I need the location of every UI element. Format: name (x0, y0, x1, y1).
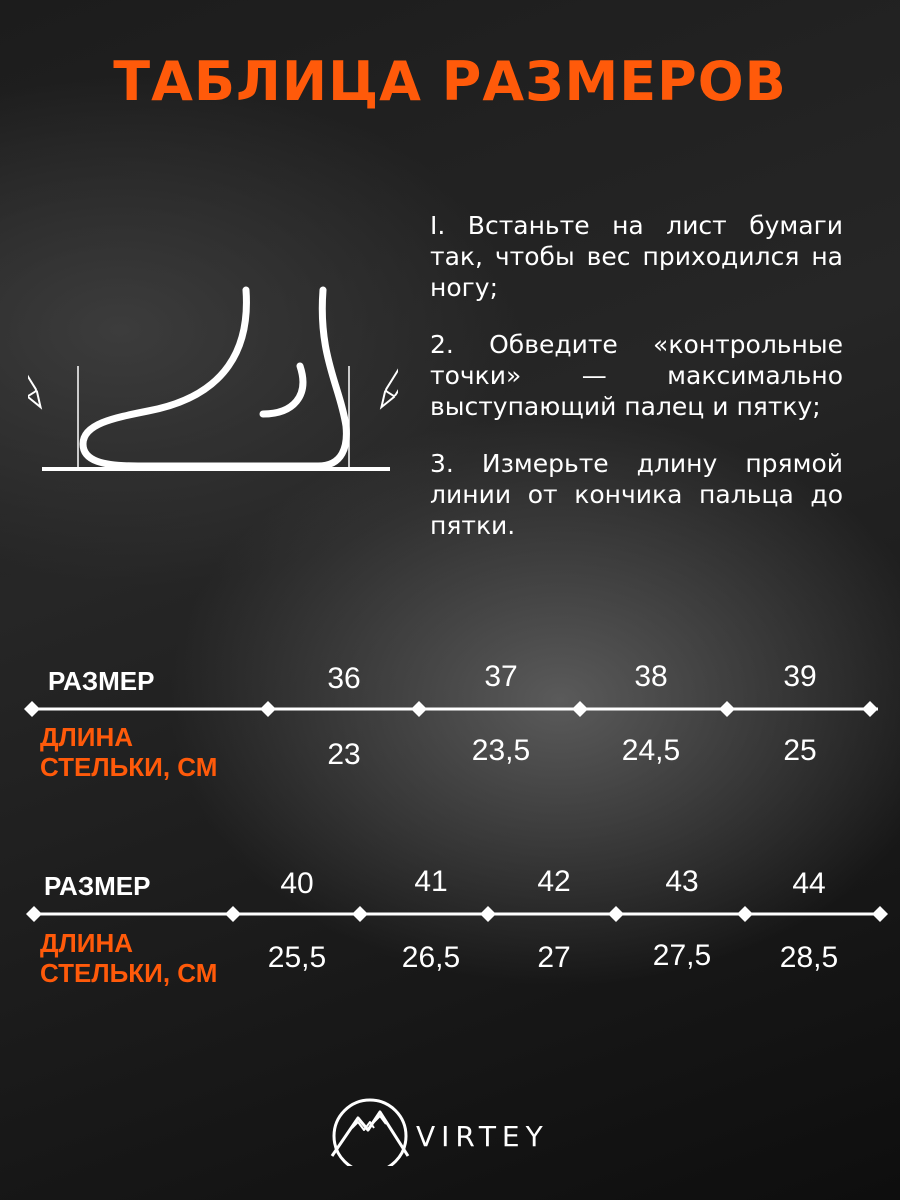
length-value: 24,5 (621, 734, 681, 767)
axis-marker (719, 701, 735, 717)
pencil-icon (28, 352, 45, 410)
page-title: ТАБЛИЦА РАЗМЕРОВ (113, 50, 787, 113)
size-value: 44 (792, 867, 826, 900)
axis-marker (608, 906, 624, 922)
length-value: 28,5 (779, 941, 839, 974)
axis-marker (24, 701, 40, 717)
axis-marker (572, 701, 588, 717)
axis-marker (411, 701, 427, 717)
axis-marker (260, 701, 276, 717)
size-value: 38 (634, 660, 668, 693)
instruction-step-2: 2. Обведите «контрольные точки» — максимально выступающий палец и пятку; (430, 330, 843, 421)
size-value: 43 (665, 865, 699, 898)
length-label (40, 928, 280, 988)
pencil-icon (377, 352, 398, 410)
length-value: 27 (537, 941, 571, 974)
axis-marker (872, 906, 888, 922)
size-axis (20, 902, 890, 926)
size-value: 36 (327, 662, 361, 695)
instructions (430, 210, 843, 567)
axis-marker (225, 906, 241, 922)
size-value: 37 (484, 660, 518, 693)
instruction-step-3: 3. Измерьте длину прямой линии от кончика пальца до пятки. (430, 449, 843, 540)
size-value: 41 (414, 865, 448, 898)
length-label-line: ДЛИНА (40, 928, 134, 958)
length-value: 27,5 (652, 939, 712, 972)
length-label (40, 722, 280, 782)
length-value: 25,5 (267, 941, 327, 974)
size-value: 42 (537, 865, 571, 898)
length-value: 26,5 (401, 941, 461, 974)
length-value: 25 (783, 734, 817, 767)
size-value: 40 (280, 867, 314, 900)
foot-outline-icon (28, 276, 398, 486)
mountain-logo-icon (328, 1018, 412, 1166)
instruction-step-1: I. Встаньте на лист бумаги так, чтобы вес приходился на ногу; (430, 211, 843, 302)
length-value: 23 (327, 738, 361, 771)
axis-marker (352, 906, 368, 922)
length-label-line: СТЕЛЬКИ, СМ (40, 752, 218, 782)
axis-marker (26, 906, 42, 922)
size-label: РАЗМЕР (44, 871, 151, 901)
brand-name: VIRTEY (416, 1120, 549, 1153)
axis-marker (480, 906, 496, 922)
axis-marker (737, 906, 753, 922)
length-label-line: СТЕЛЬКИ, СМ (40, 958, 218, 988)
size-label: РАЗМЕР (48, 666, 155, 696)
size-value: 39 (783, 660, 817, 693)
axis-marker (862, 701, 878, 717)
length-label-line: ДЛИНА (40, 722, 134, 752)
length-value: 23,5 (471, 734, 531, 767)
size-axis (20, 697, 890, 721)
